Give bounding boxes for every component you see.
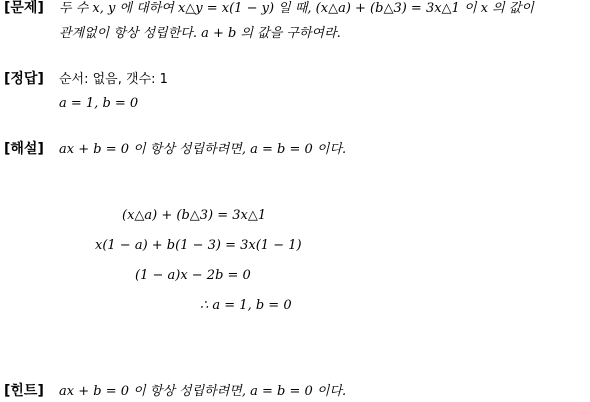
hint-text: ax + b = 0 이 항상 성립하려면, a = b = 0 이다. (59, 384, 347, 399)
equation-line-3: (1 − a)x − 2b = 0 (135, 268, 251, 283)
answer-order-count: 순서: 없음, 갯수: 1 (59, 72, 168, 87)
problem-text-line-1: 두 수 x, y 에 대하여 x△y = x(1 − y) 일 때, (x△a) + (b△3) = 3x△1 이 x 의 값이 (59, 1, 534, 16)
explanation-label: [해설] (4, 141, 44, 157)
problem-label: [문제] (4, 0, 44, 16)
equation-line-1: (x△a) + (b△3) = 3x△1 (122, 208, 267, 223)
problem-text-line-2: 관계없이 항상 성립한다. a + b 의 값을 구하여라. (59, 26, 341, 41)
answer-values: a = 1, b = 0 (59, 96, 139, 111)
equation-line-2: x(1 − a) + b(1 − 3) = 3x(1 − 1) (95, 238, 302, 253)
explanation-text: ax + b = 0 이 항상 성립하려면, a = b = 0 이다. (59, 142, 347, 157)
hint-label: [힌트] (4, 383, 44, 399)
answer-label: [정답] (4, 71, 44, 87)
equation-conclusion: ∴ a = 1, b = 0 (200, 298, 292, 313)
